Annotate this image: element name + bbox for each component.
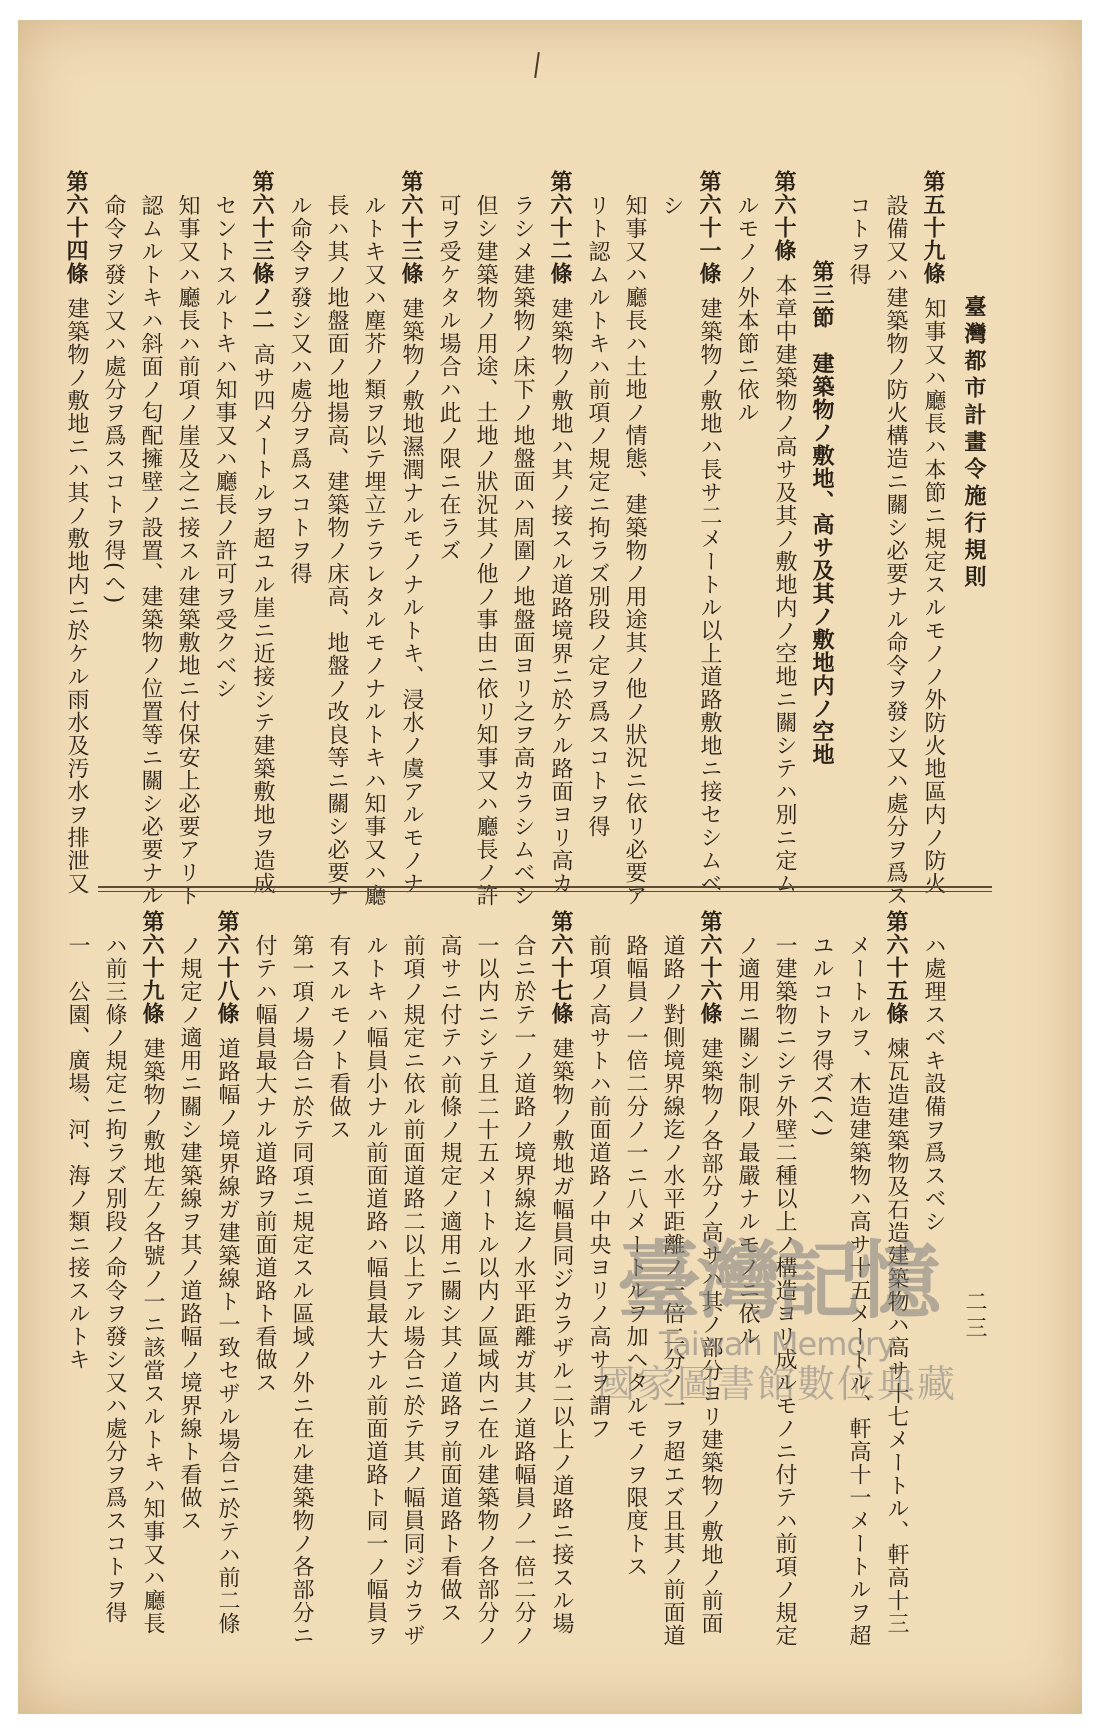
text-column	[616, 170, 653, 907]
article-text: 合ニ於テ一ノ道路ノ境界線迄ノ水平距離ガ其ノ道路幅員ノ一倍二分ノ	[511, 934, 536, 1647]
article-text: ハ前三條ノ規定ニ拘ラズ別段ノ命令ヲ發シ又ハ處分ヲ爲スコトヲ得	[102, 934, 127, 1624]
article-text: ユルコトヲ得ズ(ヘ)	[809, 934, 834, 1138]
article-number: 第六十四條	[63, 170, 89, 285]
text-column	[877, 170, 914, 907]
page-title: 臺灣都市計畫令施行規則	[961, 295, 987, 592]
text-column	[914, 170, 952, 895]
text-column	[208, 910, 246, 1680]
article-number: 第六十條	[771, 170, 797, 262]
watermark	[596, 1231, 957, 1407]
article-text: ノ適用ニ關シ制限ノ最嚴ナルモノニ依ル	[735, 934, 760, 1348]
article-text: ルトキハ幅員小ナル前面道路ハ幅員最大ナル前面道路ト同一ノ幅員ヲ	[363, 934, 388, 1647]
document-page	[18, 20, 1082, 1714]
article-number: 第五十九條	[920, 170, 946, 285]
text-column	[431, 910, 468, 1680]
text-column	[283, 910, 320, 1680]
article-text: 第一項ノ場合ニ於テ同項ニ規定スル區域ノ外ニ在ル建築物ノ各部分ニ	[289, 934, 314, 1647]
text-column	[355, 170, 392, 907]
text-column	[171, 910, 208, 1680]
text-column	[728, 170, 765, 830]
text-column	[133, 910, 171, 1680]
text-column	[430, 170, 467, 830]
article-text: ルモノノ外本節ニ依ル	[734, 194, 759, 424]
article-number: 第六十六條	[697, 910, 723, 1025]
article-text: セントスルトキハ知事又ハ廳長ノ許可ヲ受クベシ	[212, 194, 237, 700]
article-text: 道路幅ノ境界線ガ建築線ト一致セザル場合ニ於テハ前二條	[215, 1037, 240, 1635]
article-number: 第六十八條	[214, 910, 240, 1025]
text-column	[840, 170, 877, 830]
article-text: 路幅員ノ一倍二分ノ一ニ八メートルヲ加ヘタルモノヲ限度トス	[623, 934, 648, 1578]
article-text: 但シ建築物ノ用途、土地ノ狀況其ノ他ノ事由ニ依リ知事又ハ廳長ノ許	[473, 194, 498, 907]
article-number: 第六十二條	[547, 170, 573, 285]
article-text: 可ヲ受ケタル場合ハ此ノ限ニ在ラズ	[436, 194, 461, 562]
text-column	[281, 170, 318, 830]
article-text: 命令ヲ發シ又ハ處分ヲ爲スコトヲ得(ヘ)	[101, 194, 126, 605]
text-column	[542, 910, 580, 1680]
text-column	[653, 170, 690, 830]
text-column	[320, 910, 357, 1680]
text-column	[505, 910, 542, 1680]
article-text: ル命令ヲ發シ又ハ處分ヲ爲スコトヲ得	[287, 194, 312, 585]
section-divider	[98, 886, 992, 888]
article-text: ラシメ建築物ノ床下ノ地盤面ハ周圍ノ地盤面ヨリ之ヲ高カラシムベシ	[510, 194, 535, 907]
article-text: 知事又ハ廳長ハ土地ノ情態、建築物ノ用途其ノ他ノ狀況ニ依リ必要ア	[622, 194, 647, 907]
article-text: 煉瓦造建築物及石造建築物ハ高サ十七メートル、軒高十三	[884, 1037, 909, 1635]
article-text: ルトキ又ハ塵芥ノ類ヲ以テ埋立テラレタルモノナルトキハ知事又ハ廳	[361, 194, 386, 907]
text-column	[803, 170, 840, 830]
article-text: 前項ノ高サトハ前面道路ノ中央ヨリノ高サヲ謂フ	[586, 934, 611, 1440]
article-text: 建築物ノ敷地ガ幅員同ジカラザル二以上ノ道路ニ接スル場	[549, 1037, 574, 1635]
text-column	[468, 910, 505, 1680]
article-text: 建築物ノ敷地ハ其ノ接スル道路境界ニ於ケル路面ヨリ高カ	[548, 297, 573, 895]
text-column	[59, 910, 96, 1680]
text-column	[57, 170, 95, 895]
article-number: 第六十三條ノ二	[249, 170, 275, 331]
text-column	[243, 170, 281, 895]
article-text: 高サニ付テハ前條ノ規定ノ適用ニ關シ其ノ道路ヲ前面道路ト看做ス	[437, 934, 462, 1624]
article-text: 一建築物ニシテ外壁二種以上ノ構造ヨリ成ルモノニ付テハ前項ノ規定	[772, 934, 797, 1647]
article-number: 第六十七條	[548, 910, 574, 1025]
article-text: 前項ノ規定ニ依ル前面道路二以上アル場合ニ於テ其ノ幅員同ジカラザ	[400, 934, 425, 1647]
article-text: ノ規定ノ適用ニ關シ建築線ヲ其ノ道路幅ノ境界線ト看做ス	[177, 934, 202, 1532]
article-text: 認ムルトキハ斜面ノ匂配擁壁ノ設置、建築物ノ位置等ニ關シ必要ナル	[138, 194, 163, 907]
article-text: 高サ四メートルヲ超ユル崖ニ近接シテ建築敷地ヲ造成	[250, 343, 275, 895]
text-column	[96, 910, 133, 1680]
article-text: 設備又ハ建築物ノ防火構造ニ關シ必要ナル命令ヲ發シ又ハ處分ヲ爲ス	[883, 194, 908, 907]
watermark-chinese: 國家圖書館數位典藏	[596, 1362, 957, 1406]
article-number: 第六十五條	[883, 910, 909, 1025]
text-column	[467, 170, 504, 907]
text-column	[690, 170, 728, 895]
article-text: 付テハ幅員最大ナル道路ヲ前面道路ト看做ス	[252, 934, 277, 1394]
text-column	[579, 170, 616, 838]
article-text: 建築物ノ各部分ノ高サハ其ノ部分ヨリ建築物ノ敷地ノ前面	[698, 1037, 723, 1635]
article-text: シ	[659, 194, 684, 217]
article-text: 建築物ノ敷地ニハ其ノ敷地内ニ於ケル雨水及汚水ヲ排泄又	[64, 297, 89, 895]
article-text: コトヲ得	[846, 194, 871, 286]
text-column	[394, 910, 431, 1680]
article-text: 建築物ノ敷地濕潤ナルモノナルトキ、浸水ノ虞アルモノナ	[399, 297, 424, 895]
page-number: 二三	[962, 1290, 987, 1342]
article-text: 知事又ハ廳長ハ本節ニ規定スルモノノ外防火地區内ノ防火	[921, 297, 946, 895]
text-column	[357, 910, 394, 1680]
ink-mark	[534, 52, 540, 78]
section-heading: 第三節 建築物ノ敷地、高サ及其ノ敷地内ノ空地	[809, 260, 835, 766]
article-text: リト認ムルトキハ前項ノ規定ニ拘ラズ別段ノ定ヲ爲スコトヲ得	[585, 194, 610, 838]
article-text: 建築物ノ敷地左ノ各號ノ一ニ該當スルトキハ知事又ハ廳長	[140, 1037, 165, 1635]
text-column	[169, 170, 206, 907]
article-text: 知事又ハ廳長ハ前項ノ崖及之ニ接スル建築敷地ニ付保安上必要アリト	[175, 194, 200, 907]
article-text: 本章中建築物ノ高サ及其ノ敷地内ノ空地ニ關シテハ別ニ定ム	[772, 274, 797, 895]
article-number: 第六十三條	[398, 170, 424, 285]
text-column	[504, 170, 541, 907]
article-text: 有スルモノト看做ス	[326, 934, 351, 1141]
article-text: 建築物ノ敷地ハ長サ二メートル以上道路敷地ニ接セシムベ	[697, 297, 722, 895]
watermark-logo: 臺灣記憶	[616, 1231, 937, 1330]
article-text: ハ處理スベキ設備ヲ爲スベシ	[921, 934, 946, 1233]
article-number: 第六十一條	[696, 170, 722, 285]
article-number: 第六十九條	[139, 910, 165, 1025]
text-column	[392, 170, 430, 895]
article-text: 一以内ニシテ且二十五メートル以内ノ區域内ニ在ル建築物ノ各部分ノ	[474, 934, 499, 1647]
text-column	[95, 170, 132, 830]
article-text: メートルヲ、木造建築物ハ高サ十五メートル、軒高十一メートルヲ超	[846, 934, 871, 1647]
article-text: 一 公園、廣場、河、海ノ類ニ接スルトキ	[65, 934, 90, 1371]
text-column	[246, 910, 283, 1680]
text-column	[132, 170, 169, 907]
text-column	[765, 170, 803, 895]
text-column	[318, 170, 355, 907]
upper-text-block	[63, 170, 952, 907]
text-column	[541, 170, 579, 895]
article-text: 長ハ其ノ地盤面ノ地揚高、建築物ノ床高、地盤ノ改良等ニ關シ必要ナ	[324, 194, 349, 907]
watermark-english: Taiwan Memory	[658, 1325, 896, 1363]
text-column	[206, 170, 243, 830]
article-text: 道路ノ對側境界線迄ノ水平距離ノ一倍二分ノ一ヲ超エズ且其ノ前面道	[660, 934, 685, 1647]
